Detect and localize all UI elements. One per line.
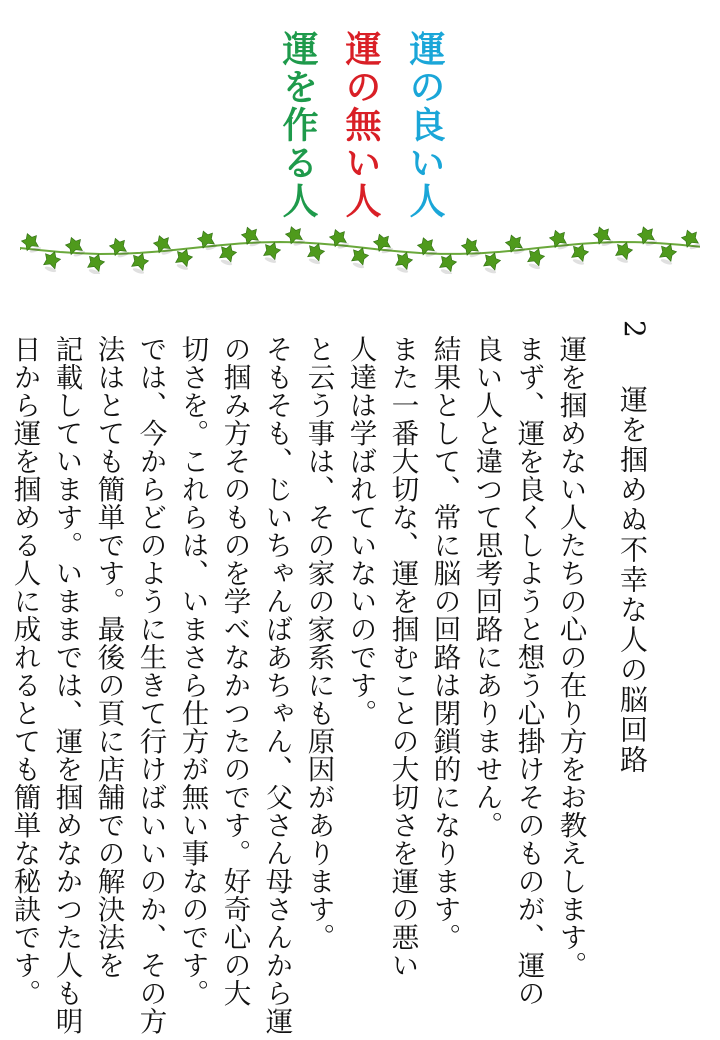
ivy-leaf-icon [64, 235, 86, 259]
ivy-leaf-icon [416, 235, 438, 259]
body-column: 法はとても簡単です。最後の頁に店舗での解決法を [92, 335, 125, 979]
body-column: と云う事は、その家の家系にも原因があります。 [302, 335, 335, 951]
ivy-vine-divider-icon [20, 222, 700, 274]
body-column: そもそも、じいちゃんばあちゃん、父さん母さんから運 [260, 335, 293, 1035]
body-column: では、今からどのように生きて行けばいいのか、その方 [134, 335, 167, 1035]
ivy-leaf-icon [548, 228, 570, 252]
section-heading: 運を掴めぬ不幸な人の脳回路 [616, 385, 649, 775]
ivy-leaf-icon [108, 236, 130, 260]
body-column: 良い人と違つて思考回路にありません。 [470, 335, 503, 839]
ivy-leaf-icon [196, 228, 218, 252]
body-column: また一番大切な、運を掴むことの大切さを運の悪い [386, 335, 419, 979]
section-number: 2 [618, 320, 651, 338]
body-column: 運を掴めない人たちの心の在り方をお教えします。 [554, 335, 587, 979]
ivy-leaf-icon [436, 252, 458, 274]
title-line-luck-maker: 運を作る人 [277, 30, 319, 220]
body-column: 記載しています。いままでは、運を掴めなかつた人も明 [50, 335, 83, 1035]
body-column: まず、運を良くしようと想う心掛けそのものが、運の [512, 335, 545, 1007]
ivy-leaf-icon [372, 232, 394, 256]
ivy-leaf-icon [260, 240, 282, 264]
title-line-unlucky: 運の無い人 [340, 30, 382, 220]
body-column: 結果として、常に脳の回路は閉鎖的になります。 [428, 335, 461, 951]
ivy-leaf-icon [680, 227, 700, 251]
ivy-leaf-icon [240, 225, 262, 249]
ivy-leaf-icon [84, 252, 106, 274]
ivy-leaf-icon [592, 224, 614, 248]
ivy-leaf-icon [284, 224, 306, 248]
body-column: 日から運を掴める人に成れるとても簡単な秘訣です。 [8, 335, 41, 1007]
title-line-lucky: 運の良い人 [404, 30, 446, 220]
body-column: 切さを。これらは、いまさら仕方が無い事なのです。 [176, 335, 209, 1007]
body-column: の掴み方そのものを学べなかつたのです。好奇心の大 [218, 335, 251, 1007]
ivy-leaf-icon [460, 235, 482, 259]
ivy-leaf-icon [636, 224, 658, 248]
ivy-leaf-icon [504, 232, 526, 256]
ivy-leaf-icon [328, 227, 350, 251]
body-column: 人達は学ばれていないのです。 [344, 335, 377, 727]
ivy-leaf-icon [20, 231, 42, 255]
ivy-leaf-icon [612, 240, 634, 264]
ivy-leaf-icon [152, 233, 174, 257]
